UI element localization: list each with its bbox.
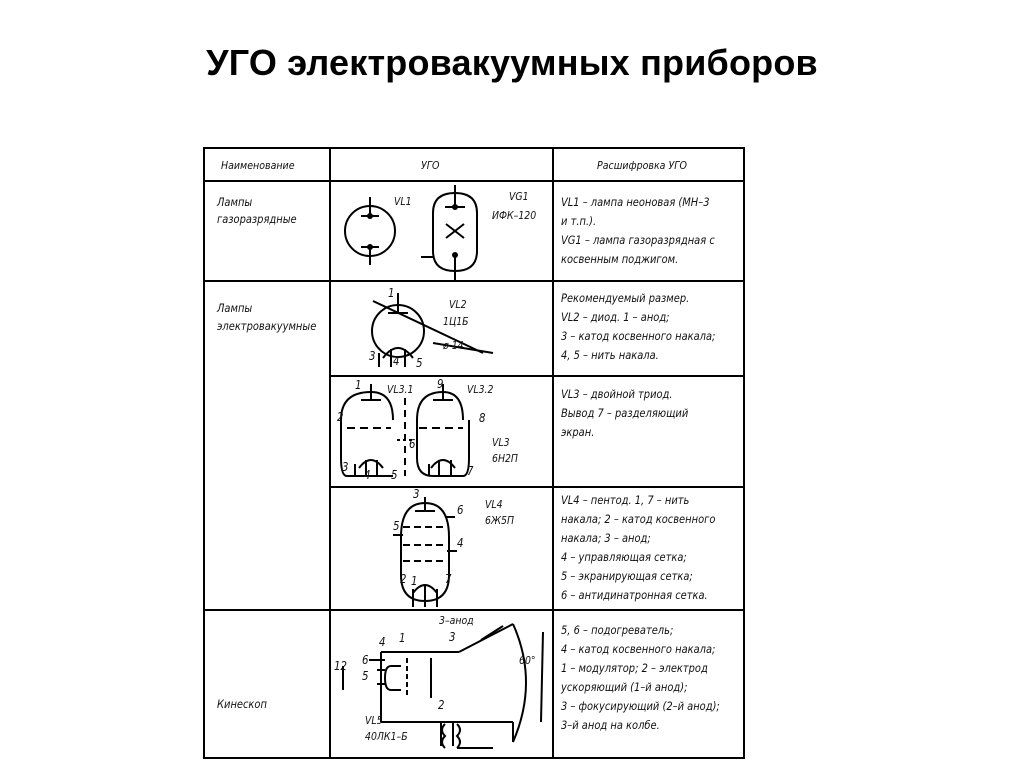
kinescope-pin-2: 2 bbox=[438, 698, 445, 712]
row4-desc-line5: 5 – экранирующая сетка; bbox=[561, 569, 693, 583]
row4-desc-line6: 6 – антидинатронная сетка. bbox=[561, 588, 708, 602]
label-anode3: 3–анод bbox=[439, 614, 474, 627]
triode-pin-5: 5 bbox=[391, 468, 398, 482]
triode-pin-7: 7 bbox=[467, 464, 474, 478]
label-vg1: VG1 bbox=[509, 190, 529, 203]
row4-desc-line3: накала; 3 – анод; bbox=[561, 531, 651, 545]
pentode-pin-2: 2 bbox=[400, 572, 407, 586]
diode-pin-4: 4 bbox=[393, 354, 400, 368]
triode1-pin-2: 2 bbox=[337, 410, 344, 424]
row1-name-line2: газоразрядные bbox=[217, 212, 297, 226]
kinescope-angle-60: 60° bbox=[519, 654, 536, 667]
diode-pin-3: 3 bbox=[369, 349, 376, 363]
row3-desc-line3: экран. bbox=[561, 425, 595, 439]
pentode-pin-5: 5 bbox=[393, 519, 400, 533]
header-decoding: Расшифровка УГО bbox=[597, 159, 687, 172]
row5-desc-line3: 1 – модулятор; 2 – электрод bbox=[561, 661, 708, 675]
kinescope-pin-5: 5 bbox=[362, 669, 369, 683]
triode-pin-4: 4 bbox=[364, 468, 371, 482]
row5-name: Кинескоп bbox=[217, 697, 267, 711]
ugo-table bbox=[203, 147, 745, 759]
label-vl4: VL4 bbox=[485, 498, 503, 511]
pentode-pin-1: 1 bbox=[411, 574, 418, 588]
row5-desc-line5: 3 – фокусирующий (2–й анод); bbox=[561, 699, 720, 713]
row3-desc-line2: Вывод 7 – разделяющий bbox=[561, 406, 689, 420]
diode-symbol bbox=[333, 283, 553, 376]
kinescope-pin-6: 6 bbox=[362, 653, 369, 667]
kinescope-pin-1: 1 bbox=[399, 631, 406, 645]
label-ifk120: ИФК–120 bbox=[492, 209, 537, 222]
label-1c1b: 1Ц1Б bbox=[443, 315, 469, 328]
row4-desc-line1: VL4 – пентод. 1, 7 – нить bbox=[561, 493, 690, 507]
row2-desc-line3: 3 – катод косвенного накала; bbox=[561, 329, 716, 343]
row5-desc-line4: ускоряющий (1–й анод); bbox=[561, 680, 688, 694]
screen-pin-6: 6 bbox=[409, 437, 416, 451]
label-dia14: ø 14 bbox=[443, 339, 464, 352]
row2-desc-line2: VL2 – диод. 1 – анод; bbox=[561, 310, 670, 324]
row5-desc-line1: 5, 6 – подогреватель; bbox=[561, 623, 674, 637]
label-vl2: VL2 bbox=[449, 298, 467, 311]
row1-desc-line1: VL1 – лампа неоновая (МН–3 bbox=[561, 195, 710, 209]
row1-desc-line3: VG1 – лампа газоразрядная с bbox=[561, 233, 715, 247]
diode-pin-1: 1 bbox=[388, 286, 395, 300]
pentode-pin-4: 4 bbox=[457, 536, 464, 550]
diode-pin-5: 5 bbox=[416, 356, 423, 370]
triode-pin-3: 3 bbox=[342, 460, 349, 474]
label-vl3-2: VL3.2 bbox=[467, 383, 494, 396]
row4-desc-line2: накала; 2 – катод косвенного bbox=[561, 512, 716, 526]
pentode-pin-6: 6 bbox=[457, 503, 464, 517]
label-vl3: VL3 bbox=[492, 436, 510, 449]
triode2-pin-9: 9 bbox=[437, 377, 444, 391]
label-vl5: VL5 bbox=[365, 714, 383, 727]
row4-desc-line4: 4 – управляющая сетка; bbox=[561, 550, 687, 564]
label-40lk1b: 40ЛК1–Б bbox=[365, 730, 408, 743]
row3-desc-line1: VL3 – двойной триод. bbox=[561, 387, 673, 401]
label-vl3-1: VL3.1 bbox=[387, 383, 414, 396]
pentode-symbol bbox=[333, 489, 553, 610]
triode1-pin-1: 1 bbox=[355, 378, 362, 392]
row1-desc-line2: и т.п.). bbox=[561, 214, 597, 228]
kinescope-pin-3: 3 bbox=[449, 630, 456, 644]
pentode-pin-7: 7 bbox=[445, 572, 452, 586]
row2-name-line1: Лампы bbox=[217, 301, 253, 315]
kinescope-dim-12: 12 bbox=[334, 659, 347, 673]
row5-desc-line2: 4 – катод косвенного накала; bbox=[561, 642, 716, 656]
label-vl1: VL1 bbox=[394, 195, 412, 208]
kinescope-pin-4: 4 bbox=[379, 635, 386, 649]
pentode-pin-3: 3 bbox=[413, 487, 420, 501]
label-6zh5p: 6Ж5П bbox=[485, 514, 515, 527]
header-name: Наименование bbox=[221, 159, 295, 172]
triode2-pin-8: 8 bbox=[479, 411, 486, 425]
row2-desc-line1: Рекомендуемый размер. bbox=[561, 291, 690, 305]
label-6n2p: 6Н2П bbox=[492, 452, 518, 465]
row1-name-line1: Лампы bbox=[217, 195, 253, 209]
row1-desc-line4: косвенным поджигом. bbox=[561, 252, 679, 266]
row2-name-line2: электровакуумные bbox=[217, 319, 317, 333]
row5-desc-line6: 3–й анод на колбе. bbox=[561, 718, 660, 732]
row2-desc-line4: 4, 5 – нить накала. bbox=[561, 348, 659, 362]
slide-title: УГО электровакуумных приборов bbox=[206, 42, 818, 83]
header-ugo: УГО bbox=[421, 159, 440, 172]
